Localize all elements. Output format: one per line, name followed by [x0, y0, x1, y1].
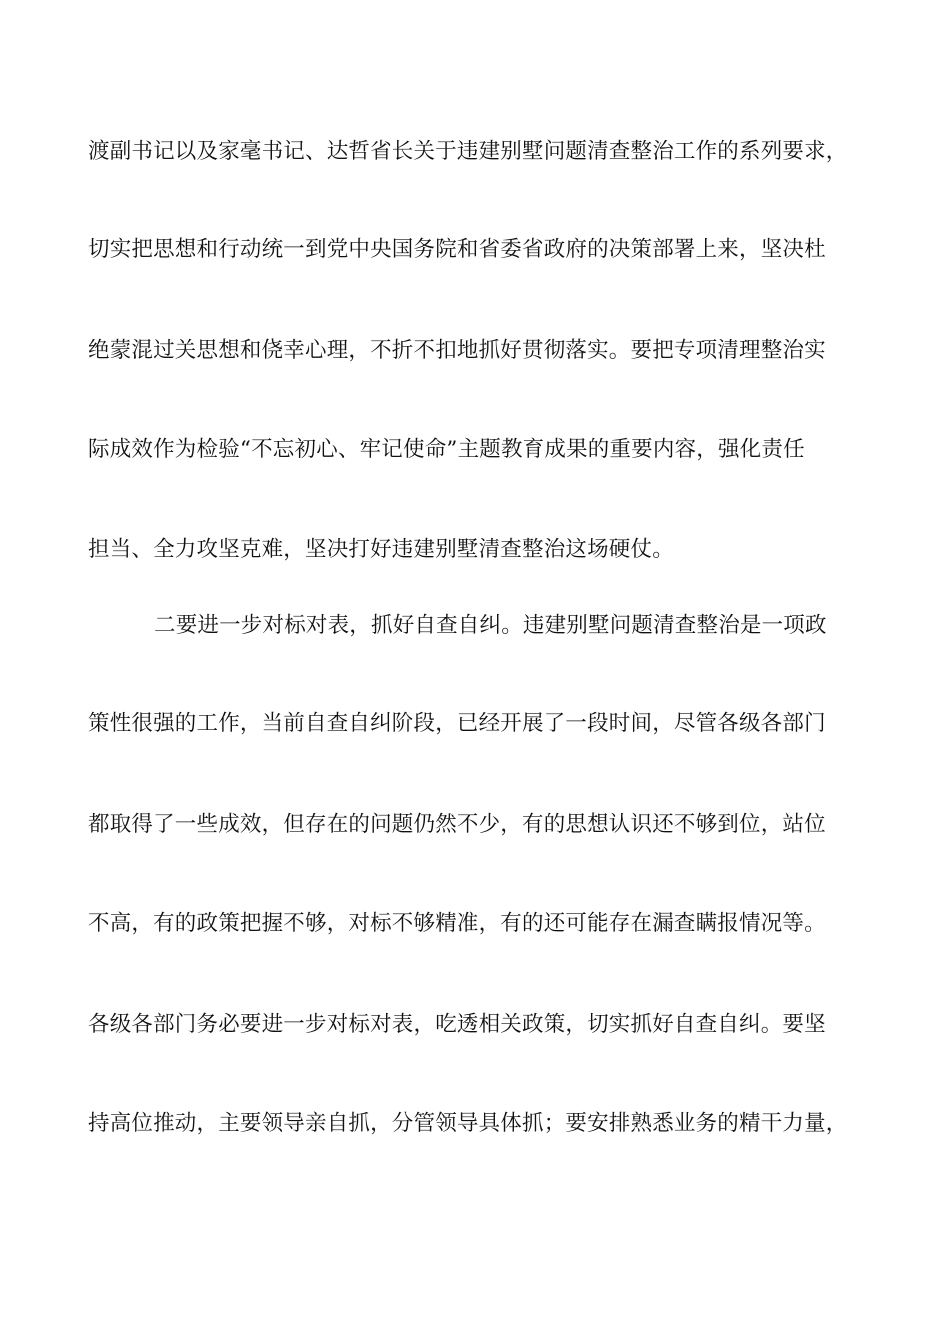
paragraph-line: 各级各部门务必要进一步对标对表，吃透相关政策，切实抓好自查自纠。要坚	[88, 1012, 826, 1037]
paragraph-line: 渡副书记以及家毫书记、达哲省长关于违建别墅问题清查整治工作的系列要求，	[88, 139, 848, 164]
paragraph-line: 不高，有的政策把握不够，对标不够精准，有的还可能存在漏查瞒报情况等。	[88, 911, 826, 936]
paragraph-line: 都取得了一些成效，但存在的问题仍然不少，有的思想认识还不够到位，站位	[88, 812, 826, 837]
paragraph-line: 策性很强的工作，当前自查自纠阶段，已经开展了一段时间，尽管各级各部门	[88, 711, 826, 736]
paragraph-line: 绝蒙混过关思想和侥幸心理，不折不扣地抓好贯彻落实。要把专项清理整治实	[88, 338, 826, 363]
paragraph-first-line: 二要进一步对标对表，抓好自查自纠。违建别墅问题清查整治是一项政	[154, 613, 827, 638]
paragraph-line: 持高位推动，主要领导亲自抓，分管领导具体抓；要安排熟悉业务的精干力量，	[88, 1111, 848, 1136]
paragraph-line: 切实把思想和行动统一到党中央国务院和省委省政府的决策部署上来，坚决杜	[88, 237, 826, 262]
paragraph-line: 际成效作为检验“不忘初心、牢记使命”主题教育成果的重要内容，强化责任	[88, 437, 805, 462]
paragraph-line: 担当、全力攻坚克难，坚决打好违建别墅清查整治这场硬仗。	[88, 537, 674, 562]
